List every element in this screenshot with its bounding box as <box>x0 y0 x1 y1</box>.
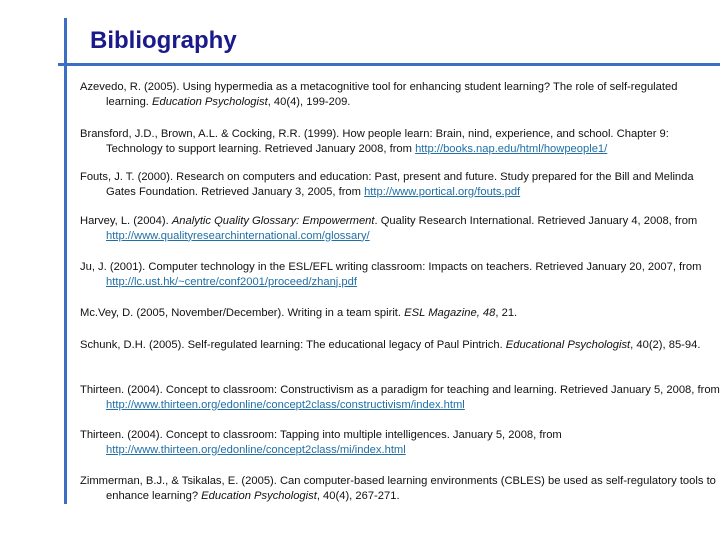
reference-text: , 40(4), 199-209. <box>267 95 351 108</box>
accent-horizontal-rule <box>58 63 720 66</box>
reference-text: Thirteen. (2004). Concept to classroom: Tapping into multiple intelligences. January 5, 2008, from <box>80 429 562 441</box>
reference-text: . Quality Research International. Retrieved January 4, 2008, from <box>374 215 698 227</box>
reference-item <box>80 428 720 457</box>
reference-item <box>80 474 720 503</box>
reference-text: Ju, J. (2001). Computer technology in the ESL/EFL writing classroom: Impacts on teachers. Retrieved January 20, 2007, from <box>80 261 702 273</box>
reference-title: Analytic Quality Glossary: Empowerment <box>171 215 375 227</box>
reference-item <box>80 383 720 412</box>
reference-journal: Education Psychologist <box>201 489 317 502</box>
reference-text: , 40(4), 267-271. <box>316 489 400 502</box>
page-title: Bibliography <box>90 27 237 54</box>
reference-text: Azevedo, R. (2005). Using hypermedia as a metacognitive tool for enhancing student learning? The role of self-regulated learning. <box>80 81 678 108</box>
reference-text: Schunk, D.H. (2005). Self-regulated learning: The educational legacy of Paul Pintrich. <box>80 339 506 351</box>
reference-text: Bransford, J.D., Brown, A.L. & Cocking, R.R. (1999). How people learn: Brain, nind, experience, and school. Chapter 9: Technology to support learning. Retrieved January 2008, from <box>80 128 669 155</box>
reference-link[interactable]: http://www.portical.org/fouts.pdf <box>364 185 521 198</box>
accent-vertical-rule <box>64 18 67 504</box>
reference-link[interactable]: http://lc.ust.hk/~centre/conf2001/proceed/zhanj.pdf <box>106 275 357 288</box>
reference-item <box>80 306 720 321</box>
reference-link[interactable]: http://www.thirteen.org/edonline/concept2class/constructivism/index.html <box>106 398 465 411</box>
reference-item <box>80 260 720 289</box>
reference-item <box>80 127 720 156</box>
reference-link[interactable]: http://www.thirteen.org/edonline/concept2class/mi/index.html <box>106 443 406 456</box>
reference-journal: Educational Psychologist <box>505 339 631 351</box>
reference-item <box>80 214 720 243</box>
reference-item <box>80 338 720 353</box>
reference-journal: ESL Magazine, 48 <box>404 307 496 319</box>
reference-text: , 40(2), 85-94. <box>630 339 701 351</box>
reference-text: Zimmerman, B.J., & Tsikalas, E. (2005). Can computer-based learning environments (CBLES) be used as self-regulatory tools to enhance learning? <box>80 475 716 502</box>
reference-item <box>80 80 720 109</box>
reference-text: Thirteen. (2004). Concept to classroom: Constructivism as a paradigm for teaching and learning. Retrieved January 5, 2008, from <box>80 384 720 396</box>
reference-link[interactable]: http://www.qualityresearchinternational.com/glossary/ <box>106 229 370 242</box>
reference-journal: Education Psychologist <box>152 95 268 108</box>
reference-text: Fouts, J. T. (2000). Research on computers and education: Past, present and future. Study prepared for the Bill and Melinda Gates Foundation. Retrieved January 3, 2005, from <box>80 171 694 198</box>
reference-item <box>80 170 720 199</box>
reference-text: Harvey, L. (2004). <box>80 215 172 227</box>
reference-link[interactable]: http://books.nap.edu/html/howpeople1/ <box>415 142 608 155</box>
reference-text: Mc.Vey, D. (2005, November/December). Writing in a team spirit. <box>80 307 405 319</box>
reference-text: , 21. <box>495 307 518 319</box>
